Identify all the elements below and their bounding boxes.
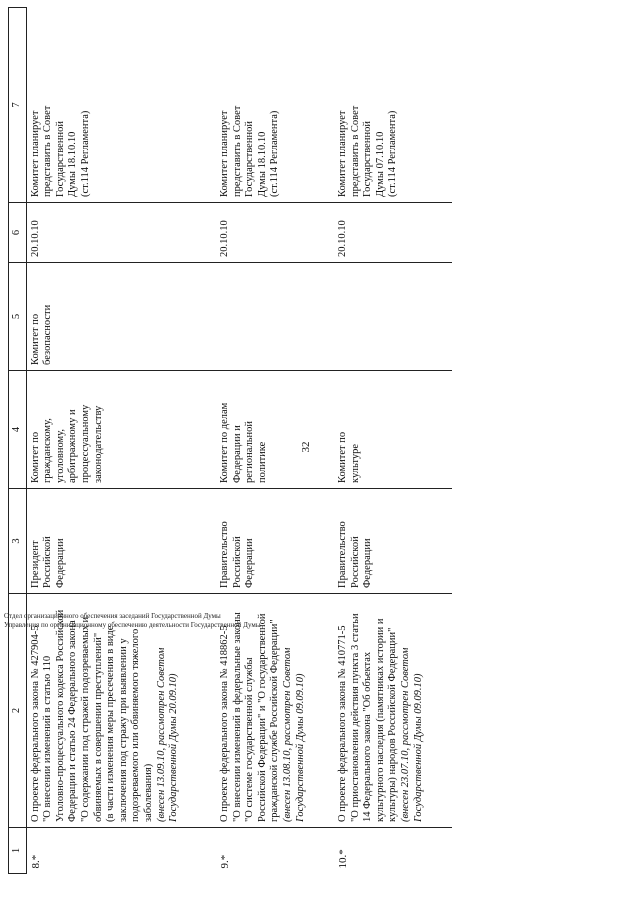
row-number: 8.*	[29, 854, 42, 869]
responsible-committee	[334, 371, 452, 489]
responsible-committee-line: Федерации и	[231, 425, 243, 483]
bill-description-line: "О внесении изменений в федеральные законы	[231, 612, 243, 822]
plan-note-line: Думы 18.10.10	[67, 131, 79, 197]
responsible-committee-line: Комитет по делам	[219, 402, 231, 483]
plan-note-line: представить в Совет	[231, 105, 243, 197]
review-date: 20.10.10	[26, 203, 216, 263]
responsible-committee	[26, 371, 216, 489]
responsible-committee-line: уголовному,	[54, 429, 66, 483]
responsible-committee-line: процессуальному	[79, 404, 91, 483]
responsible-committee-line: культуре	[349, 444, 361, 483]
responsible-committee-line: арбитражному и	[67, 409, 79, 483]
plan-note-line: Комитет планирует	[219, 110, 231, 197]
bill-description-line: подозреваемого или обвиняемого тяжелого	[130, 628, 142, 822]
responsible-committee-line: политике	[256, 441, 268, 483]
bill-note-line: Государственной Думы 09.09.10)	[412, 673, 424, 822]
column-header: 3	[9, 489, 27, 594]
bills-table	[8, 7, 452, 874]
bill-description-line: "О приостановлении действия пункта 3 статьи	[349, 613, 361, 822]
bill-description-line: О проекте федерального закона № 418862-5	[219, 625, 231, 822]
bill-description-line: заболевания)	[142, 763, 154, 822]
responsible-committee-line: региональной	[244, 421, 256, 483]
co-committee	[216, 263, 334, 371]
bill-description-line: Российской Федерации" и "О государственной	[256, 613, 268, 822]
initiator-line: Федерации	[362, 538, 374, 588]
co-committee	[26, 263, 216, 371]
column-header-row	[9, 8, 27, 874]
plan-note	[334, 8, 452, 203]
bill-description-line: 14 Федерального закона "Об объектах	[362, 651, 374, 822]
column-header: 5	[9, 263, 27, 371]
table-row	[26, 8, 216, 874]
bill-note-line: Государственной Думы 20.09.10)	[168, 673, 180, 822]
co-committee	[334, 263, 452, 371]
bill-description-line: обвиняемых в совершении преступлений"	[92, 632, 104, 822]
initiator-line: Федерации	[54, 538, 66, 588]
row-number: 9.*	[219, 854, 232, 869]
footer-line: Отдел организационного обеспечения заседаний Государственной Думы	[4, 612, 221, 620]
initiator-line: Правительство	[337, 521, 349, 588]
bill-description-line: культуры) народов Российской Федерации"	[387, 627, 399, 822]
plan-note-line: Государственной	[362, 121, 374, 197]
plan-note-line: Думы 18.10.10	[256, 131, 268, 197]
review-date: 20.10.10	[216, 203, 334, 263]
bill-description-line: (в части изменения меры пресечения в виде	[105, 625, 117, 822]
bill-description-line: Федерации и статью 24 Федерального закона	[67, 620, 79, 822]
bill-description-line: культурного наследия (памятниках истории и	[374, 618, 386, 822]
footer	[4, 612, 260, 630]
initiator-line: Российской	[42, 536, 54, 588]
responsible-committee-line: гражданскому,	[42, 418, 54, 483]
co-committee-line: Комитет по	[29, 313, 41, 365]
responsible-committee	[216, 371, 334, 489]
responsible-committee-line: Комитет по	[29, 431, 41, 483]
bill-description-line: "О внесении изменений в статью 110	[42, 655, 54, 822]
initiator	[334, 489, 452, 594]
table-row	[334, 8, 452, 874]
bill-description-line: "О содержании под стражей подозреваемых и	[79, 616, 91, 822]
column-header: 1	[9, 828, 27, 874]
footer-line: Управления по организационному обеспечению деятельности Государственной Думы	[4, 620, 261, 629]
page-number: 32	[300, 441, 312, 453]
responsible-committee-line: Комитет по	[337, 431, 349, 483]
bill-description	[334, 594, 452, 828]
table-row	[216, 8, 334, 874]
co-committee-line: безопасности	[42, 304, 54, 365]
plan-note	[26, 8, 216, 203]
plan-note-line: представить в Совет	[42, 105, 54, 197]
column-header: 4	[9, 371, 27, 489]
bill-note-line: (внесен 23.07.10, рассмотрен Советом	[400, 647, 412, 822]
bill-description-line: "О системе государственной службы	[244, 657, 256, 822]
bill-description-line: О проекте федерального закона № 427904-5	[29, 625, 41, 822]
plan-note-line: (ст.114 Регламента)	[79, 110, 91, 197]
plan-note-line: Государственной	[244, 121, 256, 197]
bill-description-line: заключения под стражу при выявлении у	[117, 638, 129, 822]
initiator-line: Российской	[349, 536, 361, 588]
bill-description-line: Уголовно-процессуального кодекса Российской	[54, 609, 66, 822]
initiator	[26, 489, 216, 594]
plan-note	[216, 8, 334, 203]
bill-description-line: гражданской службе Российской Федерации"	[269, 619, 281, 822]
plan-note-line: Думы 07.10.10	[374, 131, 386, 197]
column-header: 2	[9, 594, 27, 828]
initiator-line: Российской	[231, 536, 243, 588]
review-date: 20.10.10	[334, 203, 452, 263]
bill-note-line: Государственной Думы 09.09.10)	[294, 673, 306, 822]
plan-note-line: Комитет планирует	[337, 110, 349, 197]
initiator	[216, 489, 334, 594]
responsible-committee-line: законодательству	[92, 405, 104, 483]
plan-note-line: Комитет планирует	[29, 110, 41, 197]
plan-note-line: Государственной	[54, 121, 66, 197]
row-number: 10.*	[337, 849, 350, 869]
bill-note-line: (внесен 13.09.10, рассмотрен Советом	[155, 647, 167, 822]
plan-note-line: (ст.114 Регламента)	[269, 110, 281, 197]
plan-note-line: представить в Совет	[349, 105, 361, 197]
column-header: 6	[9, 203, 27, 263]
bill-note-line: (внесен 13.08.10, рассмотрен Советом	[282, 647, 294, 822]
column-header: 7	[9, 8, 27, 203]
bill-description-line: О проекте федерального закона № 410771-5	[337, 625, 349, 822]
plan-note-line: (ст.114 Регламента)	[387, 110, 399, 197]
initiator-line: Правительство	[219, 521, 231, 588]
initiator-line: Федерации	[244, 538, 256, 588]
initiator-line: Президент	[29, 540, 41, 588]
